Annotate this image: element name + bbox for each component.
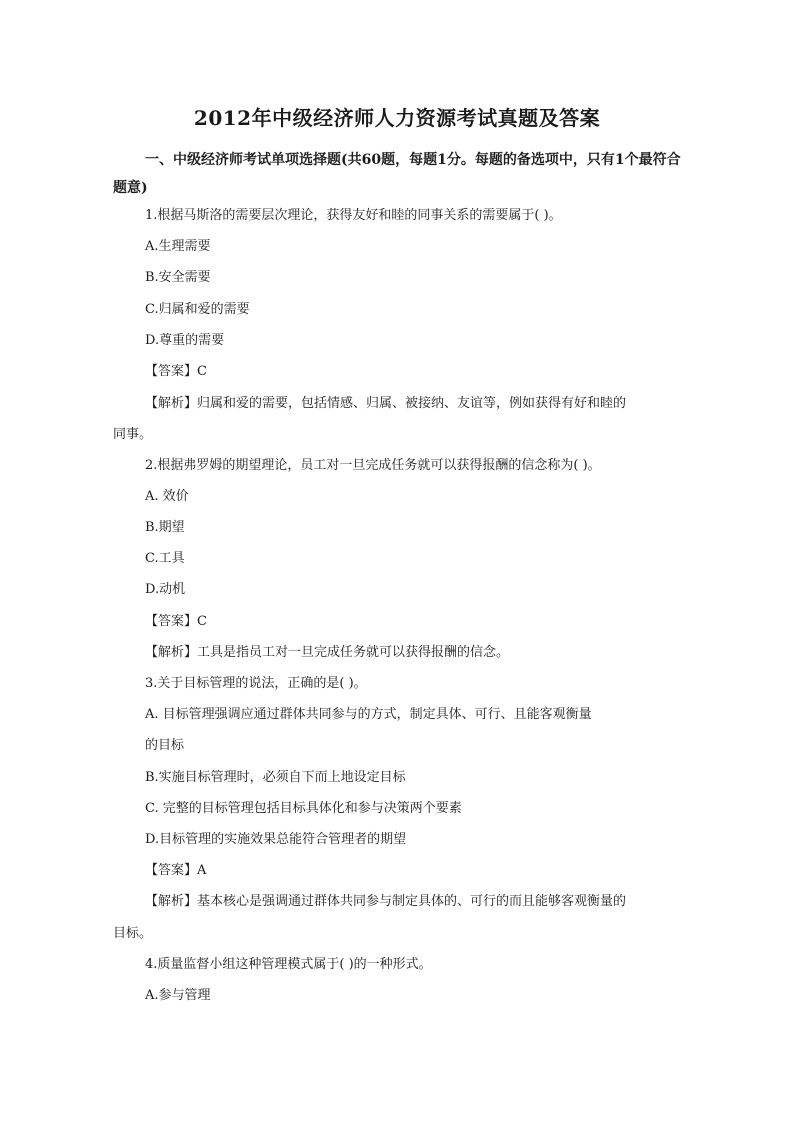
question-3-option-a-continued: 的目标 bbox=[145, 738, 185, 753]
question-1-option-b: B.安全需要 bbox=[145, 270, 211, 285]
question-2-analysis: 【解析】工具是指员工对一旦完成任务就可以获得报酬的信念。 bbox=[145, 645, 510, 660]
question-3-option-d: D.目标管理的实施效果总能符合管理者的期望 bbox=[145, 832, 407, 847]
question-1-answer: 【答案】C bbox=[145, 364, 207, 379]
question-1-option-c: C.归属和爱的需要 bbox=[145, 302, 250, 317]
question-1-analysis-continued: 同事。 bbox=[113, 427, 153, 442]
question-1-option-d: D.尊重的需要 bbox=[145, 333, 225, 348]
question-2-answer: 【答案】C bbox=[145, 614, 207, 629]
question-2-stem: 2.根据弗罗姆的期望理论，员工对一旦完成任务就可以获得报酬的信念称为( )。 bbox=[145, 458, 601, 473]
question-3-option-c: C. 完整的目标管理包括目标具体化和参与决策两个要素 bbox=[145, 801, 462, 816]
question-2-option-c: C.工具 bbox=[145, 551, 185, 566]
question-2-option-a: A. 效价 bbox=[145, 489, 189, 504]
section-heading: 一、中级经济师考试单项选择题(共60题，每题1分。每题的备选项中，只有1个最符合题意) bbox=[113, 152, 681, 196]
question-1-analysis: 【解析】归属和爱的需要，包括情感、归属、被接纳、友谊等，例如获得有好和睦的 bbox=[145, 396, 627, 411]
question-1-stem: 1.根据马斯洛的需要层次理论，获得友好和睦的同事关系的需要属于( )。 bbox=[145, 208, 562, 223]
question-2-option-d: D.动机 bbox=[145, 582, 186, 597]
question-3-stem: 3.关于目标管理的说法，正确的是( )。 bbox=[145, 676, 367, 691]
question-4-stem: 4.质量监督小组这种管理模式属于( )的一种形式。 bbox=[145, 957, 432, 972]
question-3-option-b: B.实施目标管理时，必须自下而上地设定目标 bbox=[145, 770, 406, 785]
question-3-analysis-continued: 目标。 bbox=[113, 926, 153, 941]
document-title: 2012年中级经济师人力资源考试真题及答案 bbox=[193, 106, 601, 130]
question-3-option-a: A. 目标管理强调应通过群体共同参与的方式，制定具体、可行、且能客观衡量 bbox=[145, 707, 592, 722]
question-4-option-a: A.参与管理 bbox=[145, 988, 211, 1003]
question-2-option-b: B.期望 bbox=[145, 520, 185, 535]
question-3-analysis: 【解析】基本核心是强调通过群体共同参与制定具体的、可行的而且能够客观衡量的 bbox=[145, 894, 627, 909]
question-3-answer: 【答案】A bbox=[145, 863, 207, 878]
question-1-option-a: A.生理需要 bbox=[145, 239, 211, 254]
